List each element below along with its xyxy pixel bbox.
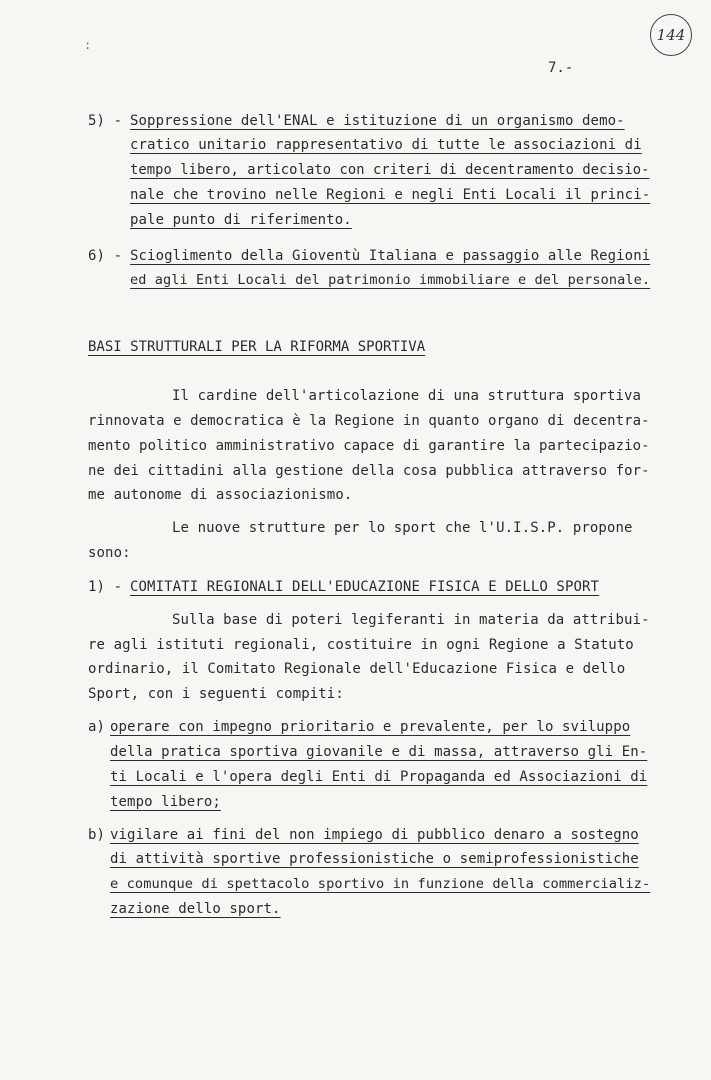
item-b-line: vigilare ai fini del non impiego di pubblico denaro a sostegno [110,827,639,843]
margin-mark: : [84,38,92,52]
item-a-line: tempo libero; [110,794,221,810]
item-6-line: ed agli Enti Locali del patrimonio immobiliare e del personale. [130,272,651,288]
item-5-marker: 5) - [88,113,123,129]
item-a-line: ti Locali e l'opera degli Enti di Propaganda ed Associazioni di [110,769,648,785]
item-b-line: zazione dello sport. [110,901,281,917]
item-6-line: Scioglimento della Gioventù Italiana e passaggio alle Regioni [130,248,651,264]
item-b-line: e comunque di spettacolo sportivo in funzione della commercializ- [110,876,651,892]
item-5-line: tempo libero, articolato con criteri di decentramento decisio- [130,162,650,178]
page-number: 7.- [548,60,574,76]
item-b-marker: b) [88,827,106,843]
item-5-line: nale che trovino nelle Regioni e negli Enti Locali il princi- [130,187,651,203]
paragraph-line: Sulla base di poteri legiferanti in materia da attribui- [172,612,650,628]
paragraph-line: Le nuove strutture per lo sport che l'U.I.S.P. propone [172,520,633,536]
item-a-marker: a) [88,719,106,735]
paragraph-line: sono: [88,545,131,561]
item-5-line: pale punto di riferimento. [130,212,352,228]
paragraph-line: ordinario, il Comitato Regionale dell'Educazione Fisica e dello [88,661,626,677]
paragraph-line: Il cardine dell'articolazione di una struttura sportiva [172,388,642,404]
item-5-line: Soppressione dell'ENAL e istituzione di un organismo demo- [130,113,625,129]
paragraph-line: re agli istituti regionali, costituire in ogni Regione a Statuto [88,637,634,653]
item-b-line: di attività sportive professionistiche o semiprofessionistiche [110,851,639,867]
paragraph-line: ne dei cittadini alla gestione della cosa pubblica attraverso for- [88,463,650,479]
paragraph-line: mento politico amministrativo capace di garantire la partecipazio- [88,438,650,454]
item-a-line: operare con impegno prioritario e prevalente, per lo sviluppo [110,719,631,735]
page-stamp: 144 [650,14,692,56]
paragraph-line: rinnovata e democratica è la Regione in quanto organo di decentra- [88,413,650,429]
item-6-marker: 6) - [88,248,123,264]
paragraph-line: Sport, con i seguenti compiti: [88,686,344,702]
item-1-title: COMITATI REGIONALI DELL'EDUCAZIONE FISICA E DELLO SPORT [130,579,600,595]
paragraph-line: me autonome di associazionismo. [88,487,353,503]
section-title: BASI STRUTTURALI PER LA RIFORMA SPORTIVA [88,339,426,355]
item-5-line: cratico unitario rappresentativo di tutte le associazioni di [130,137,642,153]
item-a-line: della pratica sportiva giovanile e di massa, attraverso gli En- [110,744,648,760]
item-1-marker: 1) - [88,579,123,595]
